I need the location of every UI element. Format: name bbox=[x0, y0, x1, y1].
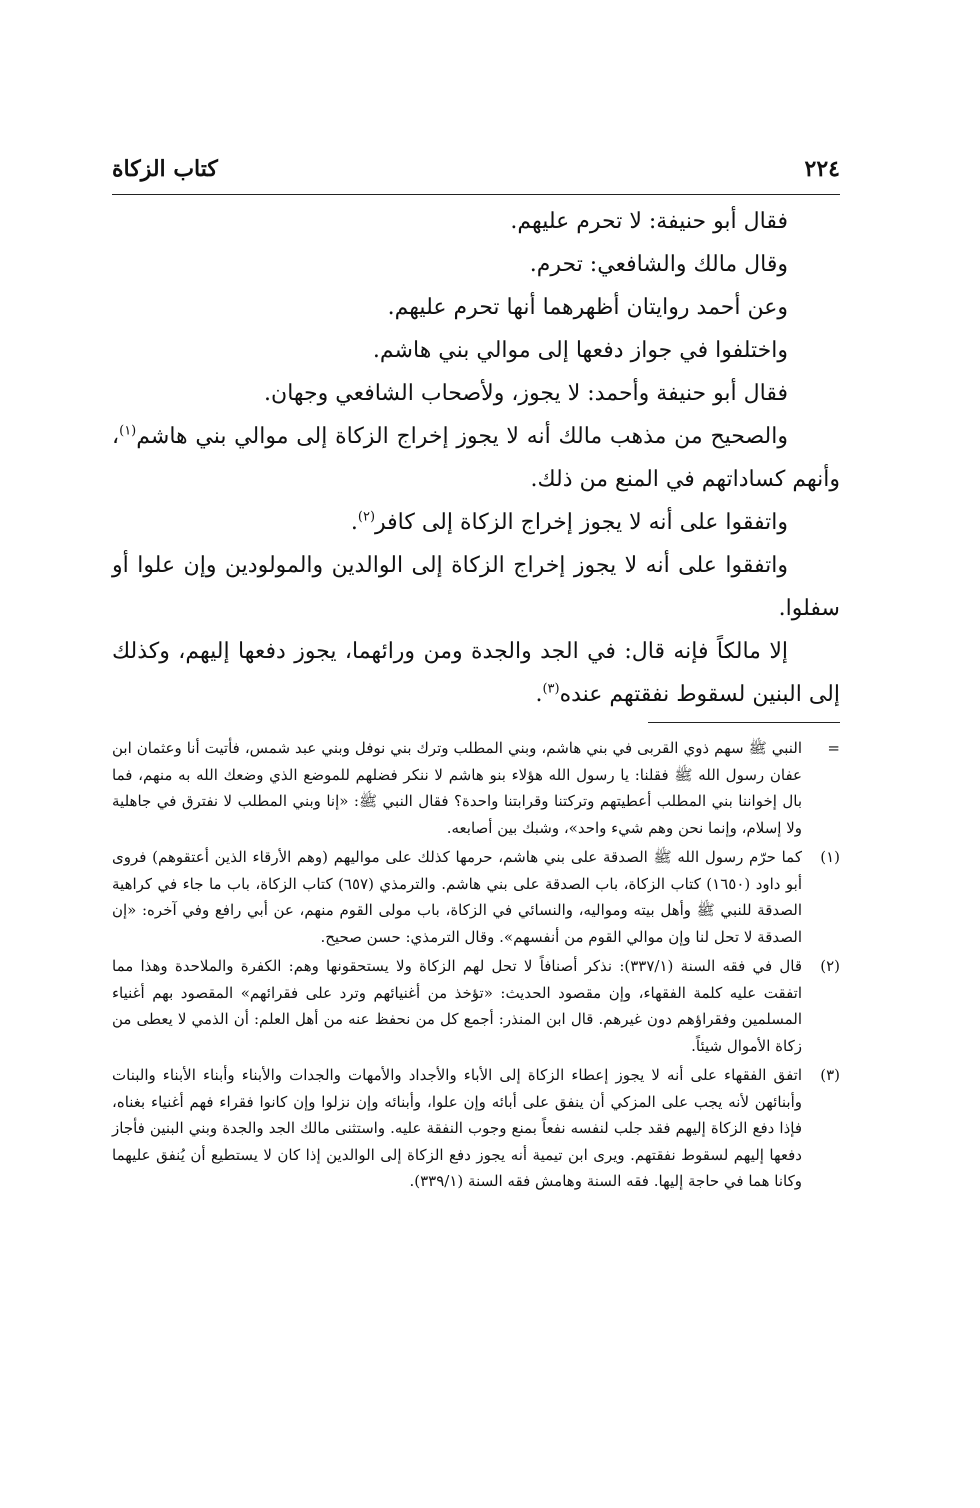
footnote-mark: = bbox=[827, 739, 840, 757]
header-rule bbox=[112, 194, 840, 195]
paragraph: والصحيح من مذهب مالك أنه لا يجوز إخراج الزكاة إلى موالي بني هاشم$^{(١)}$، وأنهم كساداتهم في المنع من ذلك. bbox=[112, 423, 840, 492]
paragraph: واتفقوا على أنه لا يجوز إخراج الزكاة إلى الوالدين والمولودين وإن علوا أو سفلوا. bbox=[112, 553, 840, 621]
footnote bbox=[112, 1062, 840, 1195]
footnote bbox=[112, 844, 840, 950]
running-header bbox=[112, 156, 840, 192]
footnote bbox=[112, 953, 840, 1059]
paragraph: إلا مالكاً فإنه قال: في الجد والجدة ومن ورائهما، يجوز دفعها إليهم، وكذلك إلى البنين لسقوط نفقتهم عنده$^{(٣)}$. bbox=[112, 639, 840, 707]
footnote-mark: (٢) bbox=[820, 957, 840, 975]
footnote-text: كما حرّم رسول الله ﷺ الصدقة على بني هاشم، حرمها كذلك على مواليهم (وهم الأرقاء الذين أعتقوهم) فروى أبو داود (١٦٥٠) كتاب الزكاة، باب الصدقة على بني هاشم. والترمذي (٦٥٧) كتاب الزكاة، باب ما جاء في كراهية الصدقة للنبي ﷺ وأهل بيته ومواليه، والنسائي في الزكاة، باب مولى القوم منهم، عن أبي رافع وفي آخره: «إن الصدقة لا تحل لنا وإن موالي القوم من أنفسهم». وقال الترمذي: حسن صحيح. bbox=[112, 848, 803, 946]
footnote-ref: (٣) bbox=[542, 681, 560, 697]
footnote-text: اتفق الفقهاء على أنه لا يجوز إعطاء الزكاة إلى الأباء والأجداد والأمهات والجدات والأبناء وأبناء الأبناء والبنات وأبنائهن لأنه يجب على المزكي أن ينفق على أبائه وإن علوا، وأبنائه وإن نزلوا وإن كانوا فقراء فهم أغنياء بغناه، فإذا دفع الزكاة إليهم فقد جلب لنفسه نفعاً بمنع وجوب النفقة عليه. واستثنى مالك الجد والجدة وبني البنين فأجاز دفعها إليهم لسقوط نفقتهم. ويرى ابن تيمية أنه يجوز دفع الزكاة إلى الوالدين إذا كان لا يستطيع أن يُنفق عليهما وكانا هما في حاجة إليها. فقه السنة وهامش فقه السنة (٣٣٩/١). bbox=[112, 1066, 802, 1190]
footnote-continuation bbox=[112, 735, 840, 841]
paragraph: فقال أبو حنيفة: لا تحرم عليهم. bbox=[510, 209, 788, 234]
main-text bbox=[112, 200, 840, 716]
footnote-text: قال في فقه السنة (٣٣٧/١): نذكر أصنافاً لا تحل لهم الزكاة ولا يستحقونها وهم: الكفرة والملاحدة وهذا مما اتفقت عليه كلمة الفقهاء، وإن مقصود الحديث: «تؤخذ من أغنيائهم وترد على فقرائهم» المقصود بهم أغنياء المسلمين وفقراؤهم دون غيرهم. قال ابن المنذر: أجمع كل من نحفظ عنه من أهل العلم: أن الذمي لا يعطى من زكاة الأموال شيئاً. bbox=[112, 957, 803, 1055]
paragraph: فقال أبو حنيفة وأحمد: لا يجوز، ولأصحاب الشافعي وجهان. bbox=[264, 381, 788, 406]
paragraph: وقال مالك والشافعي: تحرم. bbox=[529, 252, 788, 277]
footnotes bbox=[112, 735, 840, 1198]
footnote-ref: (٢) bbox=[357, 509, 376, 525]
footnote-separator bbox=[648, 722, 840, 723]
footnote-mark: (١) bbox=[820, 848, 840, 866]
paragraph: واختلفوا في جواز دفعها إلى موالي بني هاشم. bbox=[372, 338, 788, 363]
footnote-ref: (١) bbox=[119, 423, 137, 439]
page-number: ٢٢٤ bbox=[804, 156, 840, 182]
paragraph: واتفقوا على أنه لا يجوز إخراج الزكاة إلى كافر$^{(٢)}$. bbox=[350, 509, 788, 535]
footnote-mark: (٣) bbox=[820, 1066, 840, 1084]
book-title: كتاب الزكاة bbox=[112, 156, 218, 182]
footnote-text: النبي ﷺ سهم ذوي القربى في بني هاشم، وبني المطلب وترك بني نوفل وبني عبد شمس، فأتيت أنا وعثمان ابن عفان رسول الله ﷺ فقلنا: يا رسول الله هؤلاء بنو هاشم لا ننكر فضلهم للموضع الذي وضعك الله به منهم، فما بال إخواننا بني المطلب أعطيتهم وتركتنا وقرابتنا واحدة؟ فقال النبي ﷺ: «إنا وبني المطلب لا نفترق في جاهلية ولا إسلام، وإنما نحن وهم شيء واحد»، وشبك بين أصابعه. bbox=[112, 739, 802, 837]
paragraph: وعن أحمد روايتان أظهرهما أنها تحرم عليهم. bbox=[387, 295, 788, 320]
